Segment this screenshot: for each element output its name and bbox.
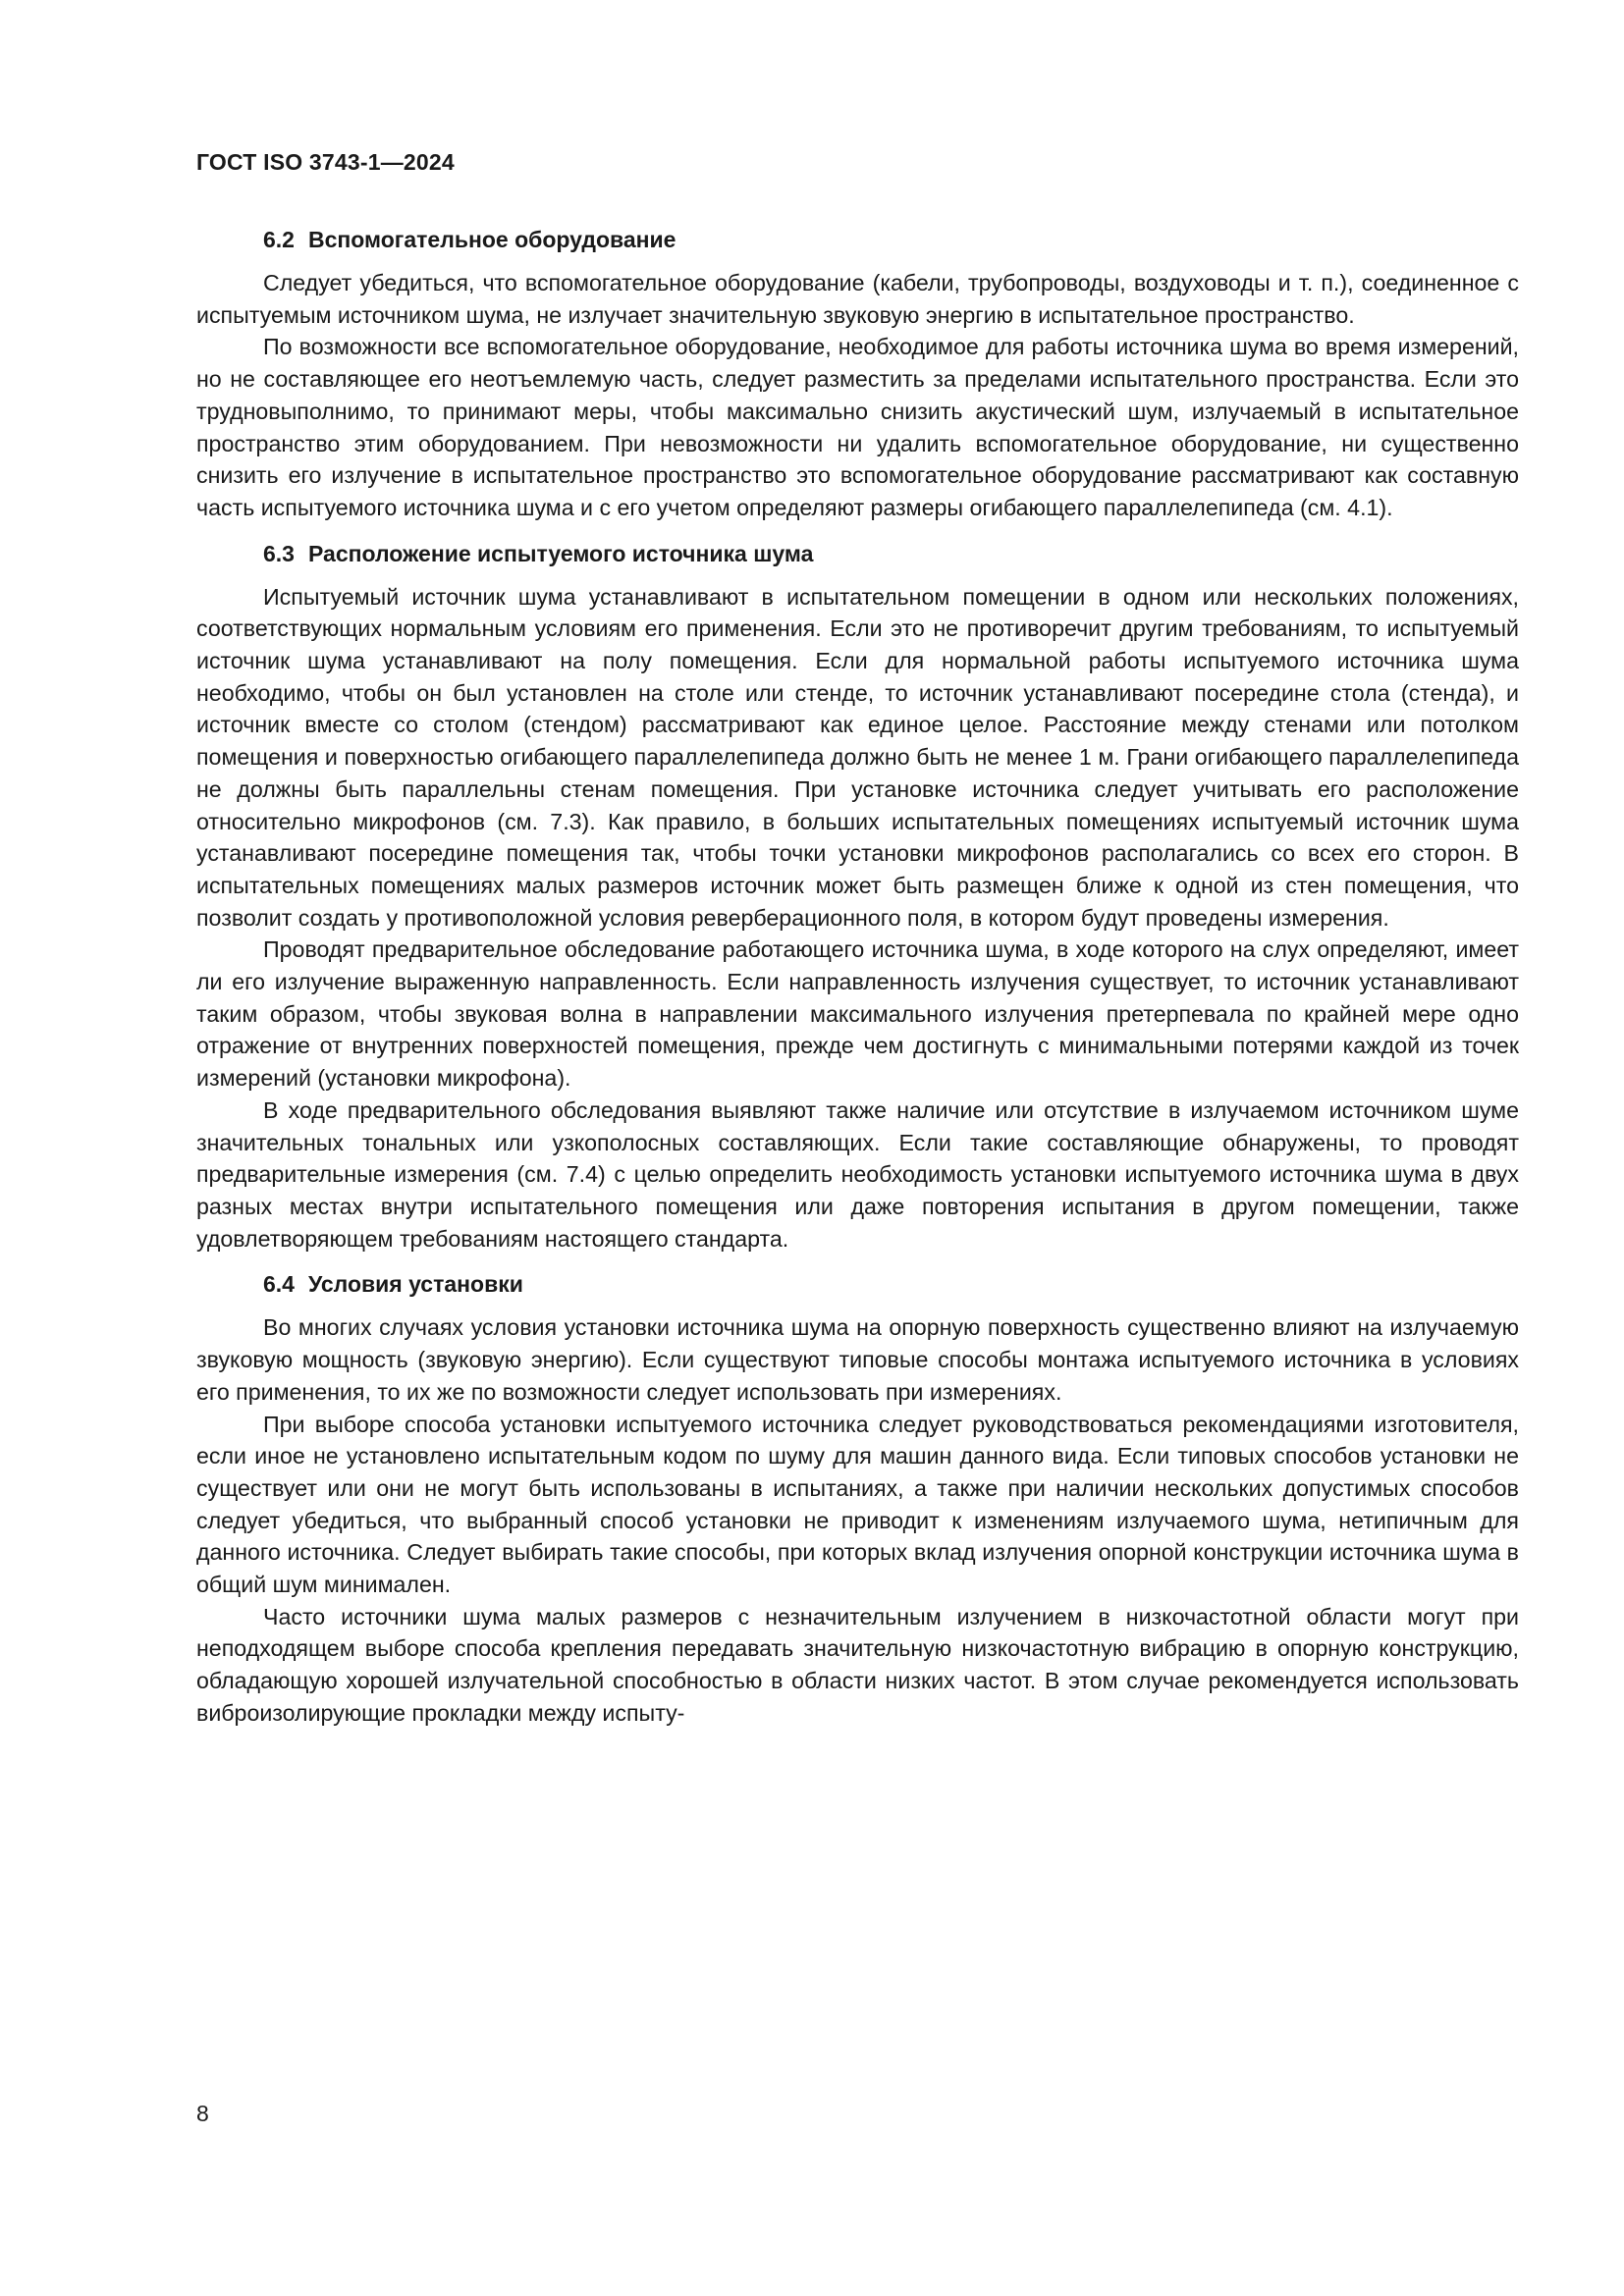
paragraph: В ходе предварительного обследования выявляют также наличие или отсутствие в излучаемом источником шуме значительных тональных или узкополосных составляющих. Если такие составляющие обнаружены, то проводят предварительные измерения (см. 7.4) с целью определить необходимость установки испытуемого источника шума в двух разных местах внутри испытательного помещения или даже повторения испытания в другом помещении, также удовлетворяющем требованиям настоящего стандарта.	[196, 1096, 1519, 1252]
section-6-4	[196, 1268, 1519, 1729]
paragraph: По возможности все вспомогательное оборудование, необходимое для работы источника шума во время измерений, но не составляющее его неотъемлемую часть, следует разместить за пределами испытательного пространства. Если это трудновыполнимо, то принимают меры, чтобы максимально снизить акустический шум, излучаемый в испытательное пространство этим оборудованием. При невозможности ни удалить вспомогательное оборудование, ни существенно снизить его излучение в испытательное пространство это вспомогательное оборудование рассматривают как составную часть испытуемого источника шума и с его учетом определяют размеры огибающего параллелепипеда (см. 4.1).	[196, 334, 1519, 520]
paragraph: Часто источники шума малых размеров с незначительным излучением в низкочастотной области могут при неподходящем выборе способа крепления передавать значительную низкочастотную вибрацию в опорную конструкцию, обладающую хорошей излучательной способностью в области низких частот. В этом случае рекомендуется использовать виброизолирующие прокладки между испыту-	[196, 1603, 1519, 1726]
section-heading	[196, 1268, 1519, 1300]
paragraph: Проводят предварительное обследование работающего источника шума, в ходе которого на слух определяют, имеет ли его излучение выраженную направленность. Если направленность излучения существует, то источник устанавливают таким образом, чтобы звуковая волна в направлении максимального излучения претерпевала по крайней мере одно отражение от внутренних поверхностей помещения, прежде чем достигнуть с минимальными потерями каждой из точек измерений (установки микрофона).	[196, 936, 1519, 1092]
section-heading	[196, 538, 1519, 569]
section-number: 6.4	[263, 1271, 295, 1298]
page-number: 8	[196, 2101, 209, 2126]
paragraph: Во многих случаях условия установки источника шума на опорную поверхность существенно влияют на излучаемую звуковую мощность (звуковую энергию). Если существуют типовые способы монтажа испытуемого источника в условиях его применения, то их же по возможности следует использовать при измерениях.	[196, 1314, 1519, 1405]
section-title: Условия установки	[307, 1271, 523, 1298]
section-6-3	[196, 538, 1519, 1255]
section-number: 6.2	[263, 227, 295, 252]
section-6-2	[196, 224, 1519, 524]
paragraph: Испытуемый источник шума устанавливают в испытательном помещении в одном или нескольких положениях, соответствующих нормальным условиям его применения. Если это не противоречит другим требованиям, то испытуемый источник шума устанавливают на полу помещения. Если для нормальной работы испытуемого источника шума необходимо, чтобы он был установлен на столе или стенде, то источник устанавливают посередине стола (стенда), и источник вместе со столом (стендом) рассматривают как единое целое. Расстояние между стенами или потолком помещения и поверхностью огибающего параллелепипеда должно быть не менее 1 м. Грани огибающего параллелепипеда не должны быть параллельны стенам помещения. При установке источника следует учитывать его расположение относительно микрофонов (см. 7.3). Как правило, в больших испытательных помещениях испытуемый источник шума устанавливают посередине помещения так, чтобы точки установки микрофонов располагались со всех его сторон. В испытательных помещениях малых размеров источник может быть размещен ближе к одной из стен помещения, что позволит создать у противоположной условия реверберационного поля, в котором будут проведены измерения.	[196, 583, 1519, 931]
paragraph: При выборе способа установки испытуемого источника следует руководствоваться рекомендациями изготовителя, если иное не установлено испытательным кодом по шуму для машин данного вида. Если типовых способов установки не существует или они не могут быть использованы в испытаниях, а также при наличии нескольких допустимых способов следует убедиться, что выбранный способ установки не приводит к изменениям излучаемого шума, нетипичным для данного источника. Следует выбирать такие способы, при которых вклад излучения опорной конструкции источника шума в общий шум минимален.	[196, 1411, 1519, 1598]
paragraph: Следует убедиться, что вспомогательное оборудование (кабели, трубопроводы, воздуховоды и т. п.), соединенное с испытуемым источником шума, не излучает значительную звуковую энергию в испытательное пространство.	[196, 270, 1519, 328]
standard-code-header: ГОСТ ISO 3743-1—2024	[196, 149, 455, 175]
section-heading	[196, 224, 1519, 255]
section-number: 6.3	[263, 540, 295, 566]
document-body	[196, 224, 1519, 1743]
section-title: Вспомогательное оборудование	[307, 227, 677, 252]
section-title: Расположение испытуемого источника шума	[307, 540, 814, 566]
